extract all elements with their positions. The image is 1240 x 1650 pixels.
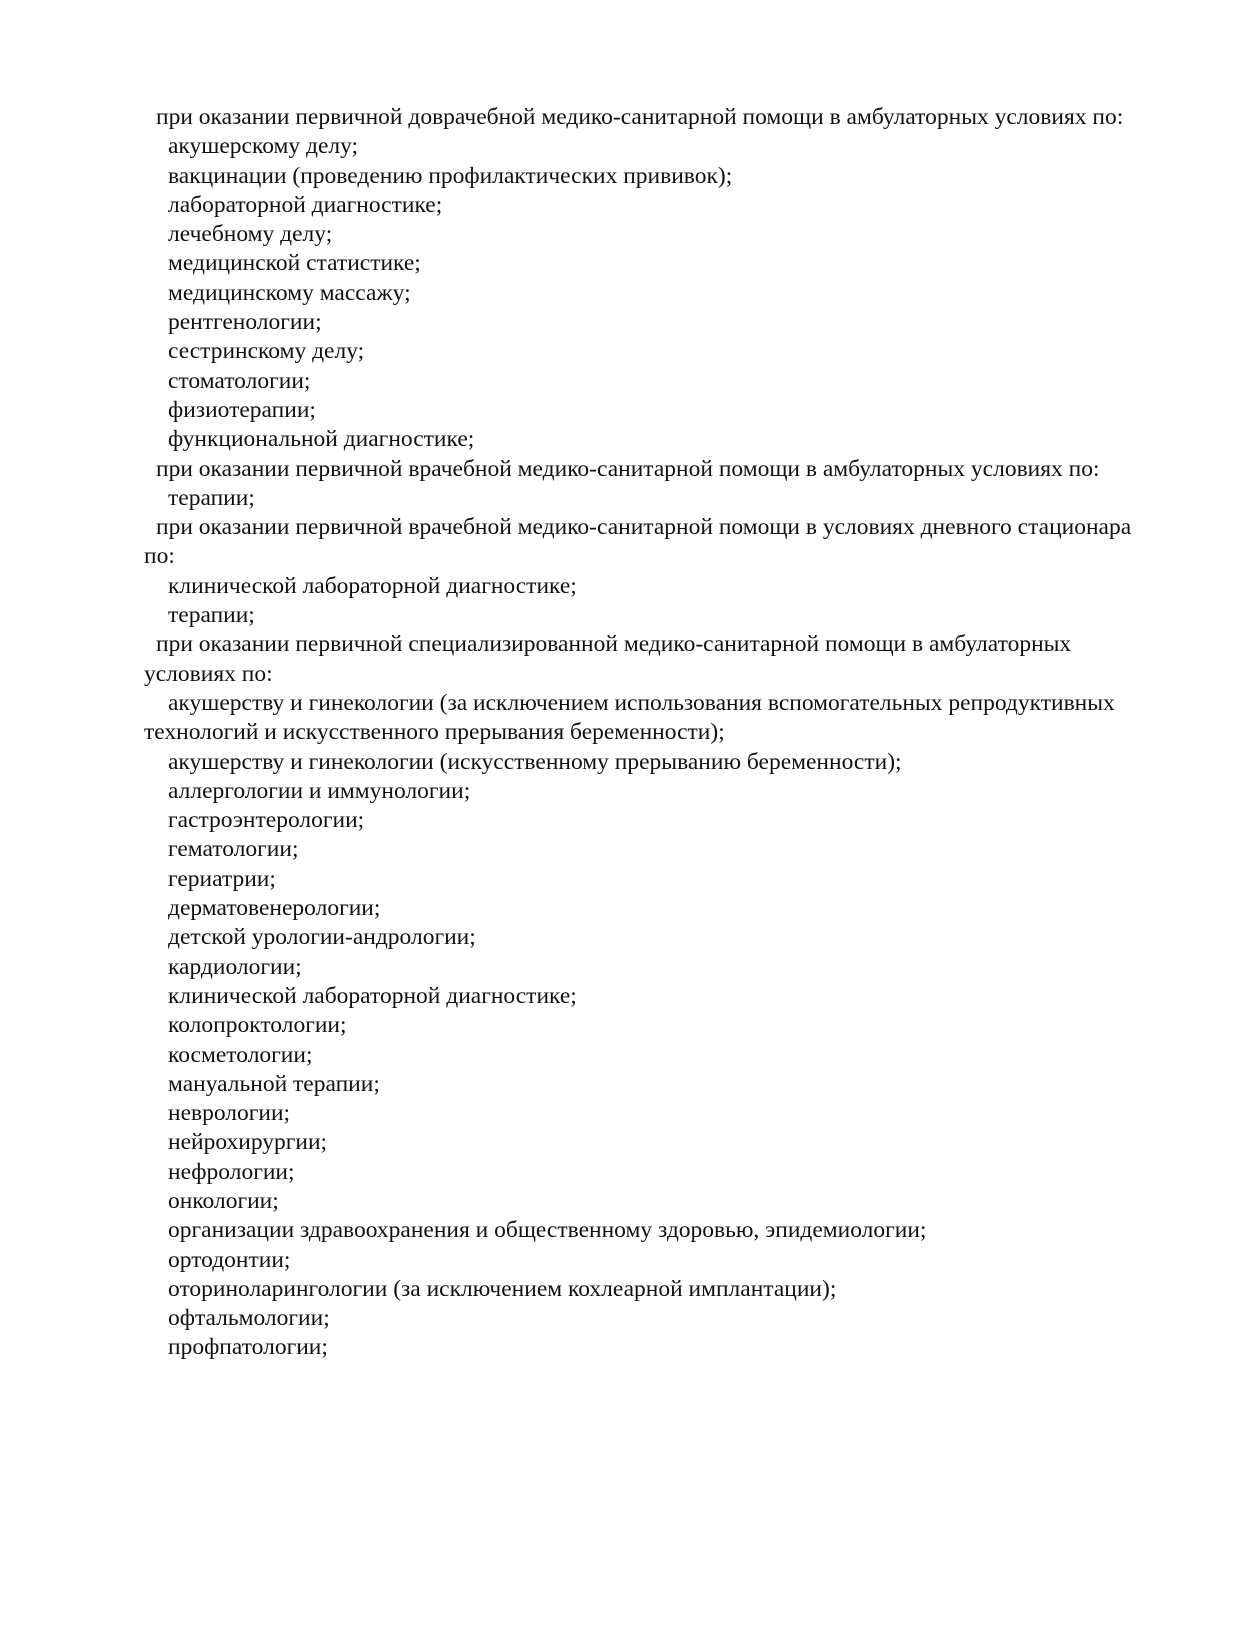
list-item: профпатологии;	[168, 1334, 328, 1361]
list-item: медицинской статистике;	[168, 250, 421, 277]
list-item: сестринскому делу;	[168, 338, 365, 365]
list-item: дерматовенерологии;	[168, 895, 381, 922]
section-heading: при оказании первичной доврачебной медико-санитарной помощи в амбулаторных условиях по:	[156, 104, 1124, 130]
list-item: акушерскому делу;	[168, 133, 359, 160]
list-item: нефрологии;	[168, 1158, 295, 1185]
list-item: акушерству и гинекологии (искусственному прерыванию беременности);	[168, 748, 902, 775]
list-item: косметологии;	[168, 1041, 313, 1068]
list-item: клинической лабораторной диагностике;	[168, 982, 577, 1009]
list-item: колопроктологии;	[168, 1012, 347, 1039]
list-item: неврологии;	[168, 1100, 291, 1127]
list-item: оториноларингологии (за исключением кохлеарной имплантации);	[168, 1275, 837, 1302]
list-item: мануальной терапии;	[168, 1070, 380, 1097]
list-item: нейрохирургии;	[168, 1129, 328, 1156]
list-item: гематологии;	[168, 836, 299, 863]
list-item: гериатрии;	[168, 865, 276, 892]
list-item: лабораторной диагностике;	[168, 191, 443, 218]
list-item: лечебному делу;	[168, 221, 333, 248]
list-item: акушерству и гинекологии (за исключением использования вспомогательных репродуктивных технологий и искусственного прерывания беременности);	[144, 689, 1115, 746]
list-item: гастроэнтерологии;	[168, 807, 365, 834]
list-item: кардиологии;	[168, 953, 302, 980]
list-item: организации здравоохранения и общественному здоровью, эпидемиологии;	[168, 1217, 927, 1244]
list-item: рентгенологии;	[168, 309, 322, 336]
list-item: терапии;	[168, 484, 255, 511]
list-item: клинической лабораторной диагностике;	[168, 572, 577, 599]
list-item: вакцинации (проведению профилактических прививок);	[168, 162, 733, 189]
section-heading: при оказании первичной врачебной медико-санитарной помощи в условиях дневного стационара по:	[144, 514, 1132, 570]
list-item: аллергологии и иммунологии;	[168, 777, 471, 804]
list-item: онкологии;	[168, 1187, 279, 1214]
list-item: ортодонтии;	[168, 1246, 291, 1273]
list-item: физиотерапии;	[168, 396, 316, 423]
list-item: детской урологии-андрологии;	[168, 924, 476, 951]
list-item: медицинскому массажу;	[168, 279, 411, 306]
document-body	[144, 103, 1164, 1363]
list-item: функциональной диагностике;	[168, 426, 475, 453]
section-heading: при оказании первичной специализированной медико-санитарной помощи в амбулаторных условиях по:	[144, 631, 1072, 687]
list-item: стоматологии;	[168, 367, 311, 394]
list-item: офтальмологии;	[168, 1305, 330, 1332]
section-heading: при оказании первичной врачебной медико-санитарной помощи в амбулаторных условиях по:	[156, 455, 1100, 482]
list-item: терапии;	[168, 602, 255, 629]
